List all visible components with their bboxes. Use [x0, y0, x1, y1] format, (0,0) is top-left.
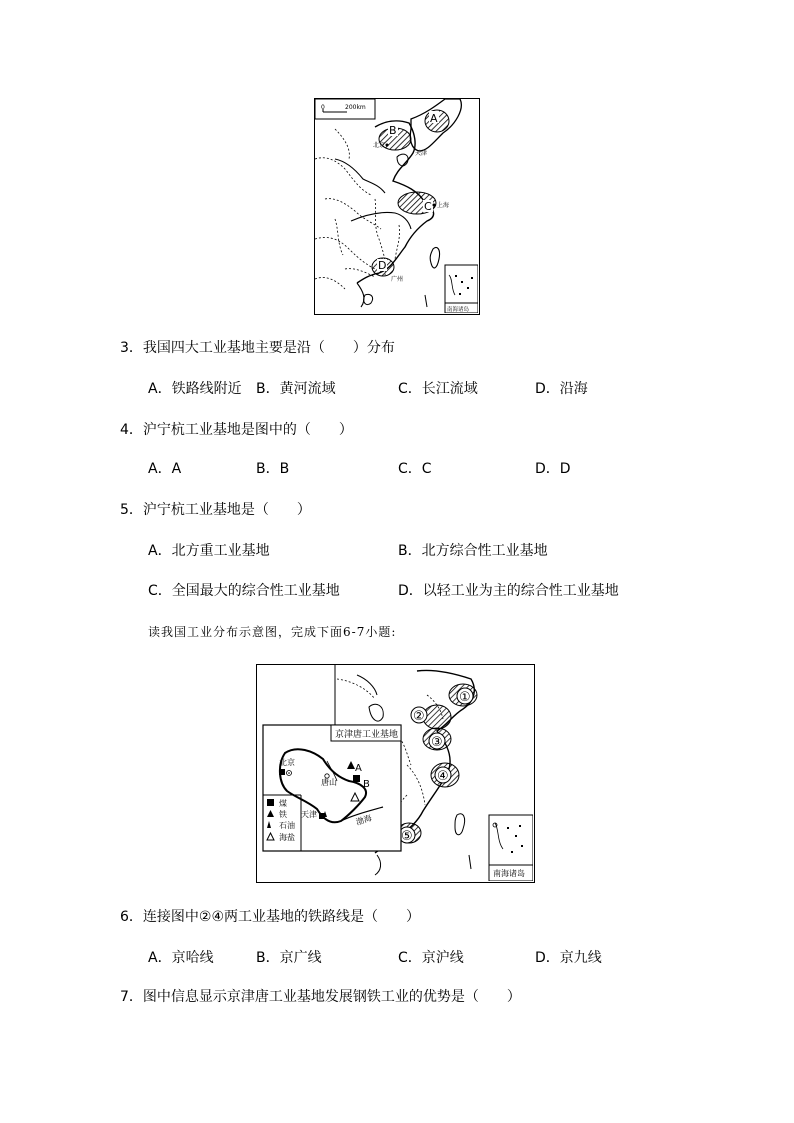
q5-option-d[interactable]: D．以轻工业为主的综合性工业基地	[398, 583, 619, 599]
q6-option-a[interactable]: A．京哈线	[148, 950, 214, 966]
legend-salt: 海盐	[279, 833, 295, 842]
inset-city-tangshan: 唐山	[321, 778, 337, 787]
taiwan-outline	[430, 247, 439, 267]
q5-option-c[interactable]: C．全国最大的综合性工业基地	[148, 583, 340, 599]
base-1: ①	[459, 690, 471, 705]
instruction-6-7: 读我国工业分布示意图，完成下面6-7小题:	[148, 625, 397, 639]
map-figure-2	[256, 664, 535, 883]
inset-city-beijing: 北京	[279, 758, 295, 767]
q3-option-b[interactable]: B．黄河流域	[256, 381, 336, 397]
marker-d: D	[378, 259, 387, 272]
q3-option-a[interactable]: A．铁路线附近	[148, 381, 242, 397]
base-3: ③	[431, 735, 443, 750]
base-4: ④	[437, 769, 449, 784]
question-7: 7．图中信息显示京津唐工业基地发展钢铁工业的优势是（ ）	[120, 989, 521, 1005]
q3-option-d[interactable]: D．沿海	[535, 381, 588, 397]
q6-option-b[interactable]: B．京广线	[256, 950, 322, 966]
city-beijing: 北京	[373, 142, 386, 149]
legend-iron: 铁	[279, 810, 287, 819]
inset-label-2: 南海诸岛	[493, 869, 525, 878]
q6-option-c[interactable]: C．京沪线	[398, 950, 464, 966]
city-guangzhou: 广州	[391, 276, 404, 283]
marker-c: C	[424, 200, 432, 213]
taiwan-outline-2	[455, 814, 465, 835]
q3-option-c[interactable]: C．长江流域	[398, 381, 478, 397]
bohai-label: 渤海	[354, 813, 373, 827]
legend-oil: 石油	[279, 821, 295, 830]
q4-option-c[interactable]: C．C	[398, 461, 432, 477]
q6-option-d[interactable]: D．京九线	[535, 950, 602, 966]
q4-option-d[interactable]: D．D	[535, 461, 571, 477]
map1-svg	[315, 99, 478, 313]
base-2: ②	[413, 709, 425, 724]
point-a: A	[355, 763, 362, 774]
legend-coal: 煤	[279, 799, 287, 808]
q4-option-a[interactable]: A．A	[148, 461, 182, 477]
question-5: 5．沪宁杭工业基地是（ ）	[120, 502, 311, 518]
q5-option-b[interactable]: B．北方综合性工业基地	[398, 543, 548, 559]
scale-label: 200km	[345, 104, 366, 111]
base-5: ⑤	[401, 829, 413, 844]
inset-south-sea	[445, 265, 478, 313]
q4-option-b[interactable]: B．B	[256, 461, 290, 477]
question-4: 4．沪宁杭工业基地是图中的（ ）	[120, 422, 353, 438]
marker-b: B	[389, 124, 397, 137]
inset-city-tianjin: 天津	[301, 810, 317, 819]
question-3: 3．我国四大工业基地主要是沿（ ）分布	[120, 340, 395, 356]
scale-zero: 0	[321, 104, 325, 111]
marker-a: A	[430, 112, 438, 125]
q5-option-a[interactable]: A．北方重工业基地	[148, 543, 270, 559]
map-figure-1	[314, 98, 480, 315]
city-tianjin: 天津	[415, 150, 428, 157]
question-6: 6．连接图中②④两工业基地的铁路线是（ ）	[120, 909, 421, 925]
map2-svg	[257, 665, 533, 881]
point-b: B	[363, 779, 370, 790]
inset-jjt-title: 京津唐工业基地	[335, 730, 399, 740]
inset-label: 南海诸岛	[447, 307, 470, 313]
city-shanghai: 上海	[437, 202, 450, 209]
